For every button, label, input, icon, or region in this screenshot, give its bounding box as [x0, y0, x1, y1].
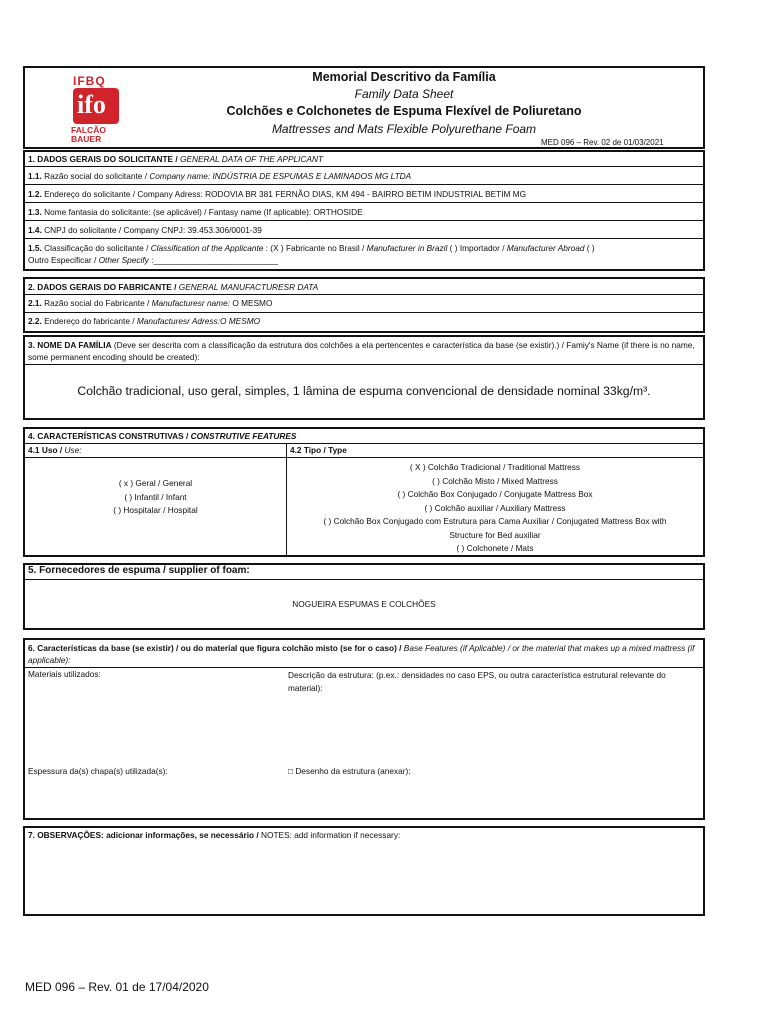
row-fantasy-name [25, 203, 703, 221]
row-number: 1.1. [28, 171, 42, 181]
company-address-value: Endereço do solicitante / Company Adress: RODOVIA BR 381 FERNÃO DIAS, KM 494 - BAIRRO BETIM INDUSTRIAL BETIM MG [41, 189, 527, 199]
section-manufacturer [23, 277, 705, 333]
section-2-heading [25, 279, 703, 295]
subtitle-pt: Colchões e Colchonetes de Espuma Flexível de Poliuretano [226, 104, 582, 118]
heading-en: GENERAL DATA OF THE APPLICANT [179, 154, 324, 164]
title-pt: Memorial Descritivo da Família [312, 70, 496, 84]
revision-label: MED 096 – Rev. 02 de 01/03/2021 [541, 138, 664, 147]
row-label: Endereço do fabricante / [41, 316, 137, 326]
thickness-label: Espessura da(s) chapa(s) utilizada(s): [28, 766, 168, 776]
subtitle-en: Mattresses and Mats Flexible Polyurethane Foam [271, 122, 537, 136]
use-option-general[interactable]: ( x ) Geral / General [118, 478, 193, 488]
row-number: 2.1. [28, 298, 42, 308]
row-manufacturer-name [25, 295, 703, 313]
manufacturer-name-value: O MESMO [230, 298, 273, 308]
heading-pt: 2. DADOS GERAIS DO FABRICANTE / [28, 282, 179, 292]
heading-pt: 4. CARACTERÍSTICAS CONSTRUTIVAS / [28, 431, 191, 441]
row-manufacturer-address [25, 313, 703, 331]
row-company-address [25, 185, 703, 203]
section-1-heading [25, 152, 703, 167]
type-option-mixed[interactable]: ( ) Colchão Misto / Mixed Mattress [432, 475, 558, 486]
text: Manufacturer in Brazil [366, 243, 448, 253]
logo-bottom-text-1: FALCÃO [71, 125, 106, 135]
row-number: 1.2. [28, 189, 42, 199]
document-header [23, 66, 705, 149]
row-number: 1.5. [28, 243, 42, 253]
row-label: Razão social do solicitante / [41, 171, 150, 181]
text: ( ) [584, 243, 595, 253]
use-option-hospital[interactable]: ( ) Hospitalar / Hospital [113, 505, 198, 515]
section-4-heading [25, 429, 703, 444]
type-option-mats[interactable]: ( ) Colchonete / Mats [456, 543, 534, 553]
type-column [287, 444, 703, 555]
type-option-traditional[interactable]: ( X ) Colchão Tradicional / Traditional Mattress [409, 462, 581, 472]
logo-bottom-text-2: BAUER [71, 134, 102, 144]
section-7-heading [25, 828, 703, 844]
section-6-heading [25, 640, 703, 668]
section-5-heading: 5. Fornecedores de espuma / supplier of foam: [25, 565, 703, 580]
row-classification [25, 239, 703, 269]
heading-pt: 6. Características da base (se existir) / ou do material que figura colchão misto (se for o caso) / [28, 643, 404, 653]
section-applicant [23, 150, 705, 271]
type-options [287, 458, 703, 556]
heading-bold: 3. NOME DA FAMÍLIA [28, 340, 112, 350]
heading-en: Base Features (if Aplicable) / or the material that makes up a mixed mattress (if applicable): [28, 643, 695, 665]
section-base-features [23, 638, 705, 820]
use-option-infant[interactable]: ( ) Infantil / Infant [124, 491, 187, 502]
text: Classificação do solicitante / [41, 243, 151, 253]
foam-supplier-value: NOGUEIRA ESPUMAS E COLCHÕES [292, 599, 436, 609]
text: ( ) Importador / [447, 243, 507, 253]
logo-mark-text: ifo [77, 90, 106, 119]
use-heading [25, 444, 286, 458]
logo-top-text: IFBQ [73, 74, 106, 88]
construction-table [25, 444, 703, 555]
cnpj-value: CNPJ do solicitante / Company CNPJ: 39.453.306/0001-39 [41, 225, 262, 235]
text: Classification of the Applicante [150, 243, 264, 253]
use-column [25, 444, 287, 555]
row-number: 2.2. [28, 316, 42, 326]
family-name-value: Colchão tradicional, uso geral, simples, 1 lâmina de espuma convencional de densidade nominal 33kg/m³. [77, 384, 651, 398]
structure-description-label: Descrição da estrutura: (p.ex.: densidades no caso EPS, ou outra característica estrutural relevante do material): [288, 670, 666, 693]
heading-en: CONSTRUTIVE FEATURES [190, 431, 297, 441]
text: 4.1 Uso / [28, 445, 65, 455]
type-option-auxiliary[interactable]: ( ) Colchão auxiliar / Auxiliary Mattress [424, 502, 566, 513]
section-family-name [23, 335, 705, 420]
text: Use: [64, 445, 82, 455]
section-notes [23, 826, 705, 916]
text: 4.2 Tipo / Type [290, 445, 347, 455]
type-heading [287, 444, 703, 458]
heading-pt: 7. OBSERVAÇÕES: adicionar informações, se necessário / [28, 830, 262, 840]
row-number: 1.3. [28, 207, 42, 217]
type-option-conjugate-auxiliary-cont: Structure for Bed auxiliar [449, 529, 541, 540]
heading-rest: (Deve ser descrita com a classificação da estrutura dos colchões a ela pertencentes e característica da base (se existir).) / Famiy's Name (if there is no name, some permanent encoding should be created): [28, 340, 695, 362]
manufacturer-address-value: Manufacturesr Adress:O MESMO [136, 316, 261, 326]
row-cnpj [25, 221, 703, 239]
heading-en: GENERAL MANUFACTURESR DATA [178, 282, 319, 292]
fantasy-name-value: Nome fantasia do solicitante: (se aplicável) / Fantasy name (If aplicable): ORTHOSIDE [41, 207, 363, 217]
row-company-name [25, 167, 703, 185]
materials-label: Materiais utilizados: [28, 669, 101, 679]
title-en: Family Data Sheet [354, 87, 454, 101]
text: :___________________________ [148, 255, 279, 265]
section-construction [23, 427, 705, 557]
row-number: 1.4. [28, 225, 42, 235]
section-foam-supplier [23, 563, 705, 630]
type-option-conjugate-auxiliary[interactable]: ( ) Colchão Box Conjugado com Estrutura para Cama Auxiliar / Conjugated Mattress Box with [323, 516, 667, 526]
heading-en: NOTES: add information if necessary: [261, 830, 401, 840]
structure-drawing-label: □ Desenho da estrutura (anexar): [288, 766, 411, 776]
text: Manufacturer Abroad [506, 243, 585, 253]
text: Outro Especificar / [28, 255, 99, 265]
heading-pt: 1. DADOS GERAIS DO SOLICITANTE / [28, 154, 180, 164]
type-option-conjugate[interactable]: ( ) Colchão Box Conjugado / Conjugate Mattress Box [397, 489, 593, 499]
footer-revision: MED 096 – Rev. 01 de 17/04/2020 [25, 980, 209, 994]
row-label: Razão social do Fabricante / [41, 298, 152, 308]
row-label-en: Manufacturesr name: [151, 298, 231, 308]
company-name-value: Company name: INDÚSTRIA DE ESPUMAS E LAMINADOS MG LTDA [149, 171, 412, 181]
text: Other Specify [98, 255, 149, 265]
use-options [25, 458, 286, 518]
text: : (X ) Fabricante no Brasil / [263, 243, 367, 253]
section-3-heading [25, 337, 703, 365]
